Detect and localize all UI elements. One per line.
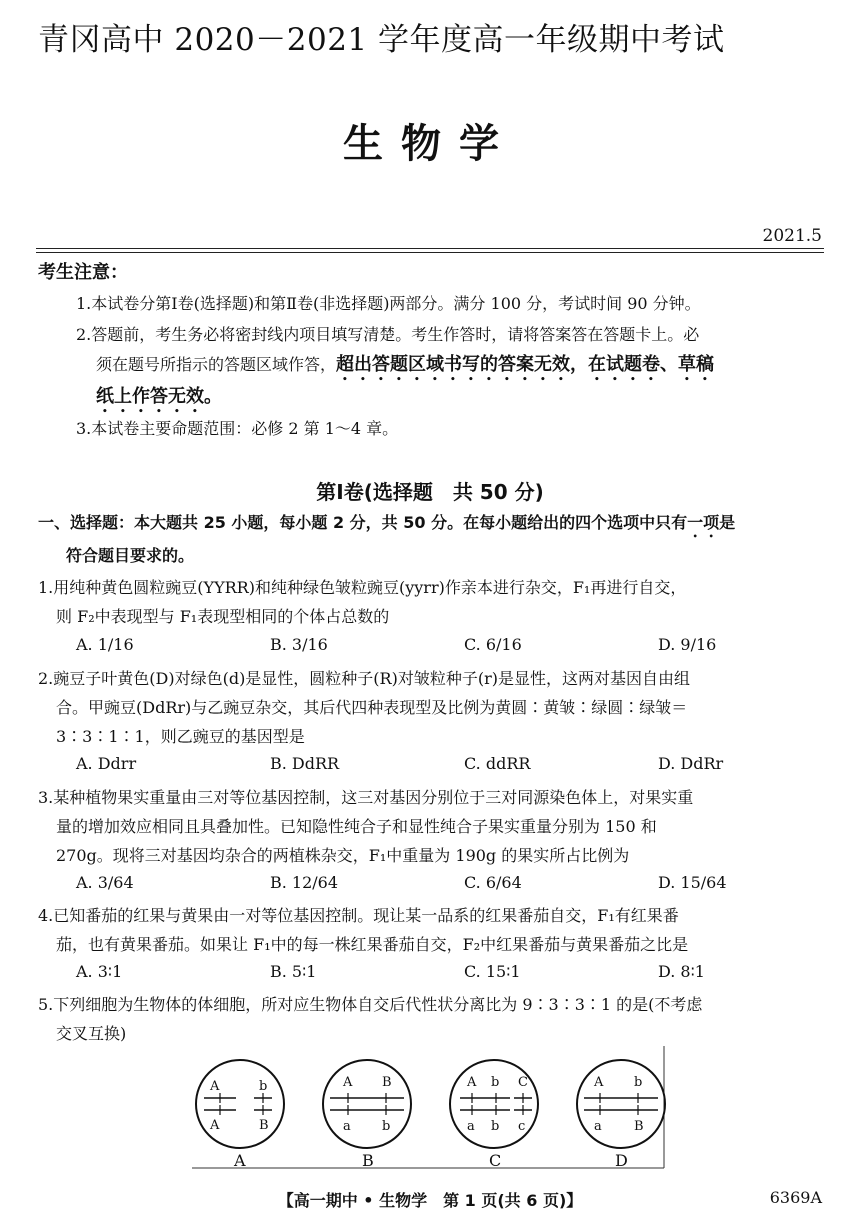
cell-a bbox=[196, 1060, 284, 1148]
question-2-option-b[interactable]: B. DdRR bbox=[270, 754, 340, 773]
cell-c-gene-bottom-2: b bbox=[491, 1119, 500, 1134]
cell-c-gene-top-1: A bbox=[467, 1075, 477, 1090]
section-instructions-line-1 bbox=[38, 510, 735, 541]
notice-emphasis-1: 超出答题区域书写的答案无效 bbox=[336, 354, 571, 375]
question-4-option-d[interactable]: D. 8∶1 bbox=[658, 962, 705, 981]
question-4-line-1: 4.已知番茄的红果与黄果由一对等位基因控制。现让某一品系的红果番茄自交，F₁有红果番 bbox=[38, 906, 679, 925]
cell-d-gene-bottom-2: B bbox=[634, 1119, 644, 1134]
notice-item-3: 3.本试卷主要命题范围：必修 2 第 1～4 章。 bbox=[76, 419, 399, 438]
question-5-line-2: 交叉互换) bbox=[56, 1024, 127, 1043]
header-rule-top bbox=[36, 248, 824, 249]
notice-item-1: 1.本试卷分第Ⅰ卷(选择题)和第Ⅱ卷(非选择题)两部分。满分 100 分，考试时间 90 分钟。 bbox=[76, 294, 701, 313]
question-4-line-2: 茄，也有黄果番茄。如果让 F₁中的每一株红果番茄自交，F₂中红果番茄与黄果番茄之比是 bbox=[56, 935, 689, 954]
cell-c-gene-top-2: b bbox=[491, 1075, 500, 1090]
cell-b-gene-bottom-1: a bbox=[343, 1119, 351, 1134]
exam-date: 2021.5 bbox=[762, 226, 822, 246]
page-footer: 【高一期中 • 生物学 第 1 页(共 6 页)】 bbox=[277, 1191, 583, 1210]
question-2-line-1: 2.豌豆子叶黄色(D)对绿色(d)是显性，圆粒种子(R)对皱粒种子(r)是显性，这两对基因自由组 bbox=[38, 669, 690, 688]
school-exam-title: 青冈高中 2020－2021 学年度高一年级期中考试 bbox=[38, 22, 725, 58]
question-1-option-a[interactable]: A. 1/16 bbox=[76, 635, 134, 654]
question-5-line-1: 5.下列细胞为生物体的体细胞，所对应生物体自交后代性状分离比为 9∶3∶3∶1 的是(不考虑 bbox=[38, 995, 703, 1014]
section-emphasis: 一项 bbox=[687, 513, 720, 532]
notice-emphasis-2: 在试题卷、草稿 bbox=[588, 354, 715, 375]
cell-a-gene-bottom-1: A bbox=[210, 1118, 220, 1133]
cell-d bbox=[577, 1060, 665, 1148]
question-3-option-c[interactable]: C. 6/64 bbox=[464, 873, 522, 892]
question-3-line-2: 量的增加效应相同且具叠加性。已知隐性纯合子和显性纯合子果实重量分别为 150 和 bbox=[56, 817, 657, 836]
cell-d-gene-top-2: b bbox=[634, 1075, 643, 1090]
question-2-line-2: 合。甲豌豆(DdRr)与乙豌豆杂交，其后代四种表现型及比例为黄圆∶黄皱∶绿圆∶绿皱＝ bbox=[56, 698, 688, 717]
question-2-option-d[interactable]: D. DdRr bbox=[658, 754, 724, 773]
cell-c bbox=[450, 1060, 538, 1148]
cell-b-gene-top-1: A bbox=[343, 1075, 353, 1090]
cell-c-gene-bottom-1: a bbox=[467, 1119, 475, 1134]
question-1-line-2: 则 F₂中表现型与 F₁表现型相同的个体占总数的 bbox=[56, 607, 390, 626]
notice-item-2-line-1: 2.答题前，考生务必将密封线内项目填写清楚。考生作答时，请将答案答在答题卡上。必 bbox=[76, 325, 700, 344]
figure-option-b-label[interactable]: B bbox=[362, 1151, 374, 1170]
cell-a-gene-top-1: A bbox=[210, 1079, 220, 1094]
subject-title: 生物学 bbox=[343, 121, 517, 167]
question-3-option-b[interactable]: B. 12/64 bbox=[270, 873, 339, 892]
question-4-option-c[interactable]: C. 15∶1 bbox=[464, 962, 521, 981]
section-text-end: 是 bbox=[719, 513, 736, 532]
section-instructions-line-2: 符合题目要求的。 bbox=[66, 546, 195, 565]
cell-a-gene-bottom-2: B bbox=[259, 1118, 269, 1133]
cell-diagram-figure bbox=[190, 1044, 666, 1174]
notice-item-2-line-3 bbox=[96, 382, 222, 417]
question-4-option-a[interactable]: A. 3∶1 bbox=[76, 962, 123, 981]
paper-code: 6369A bbox=[769, 1188, 822, 1207]
cell-c-gene-top-3: C bbox=[518, 1075, 528, 1090]
question-4-option-b[interactable]: B. 5∶1 bbox=[270, 962, 317, 981]
question-3-option-d[interactable]: D. 15/64 bbox=[658, 873, 727, 892]
notice-item-2-text: 须在题号所指示的答题区域作答， bbox=[96, 355, 337, 374]
notice-period: 。 bbox=[204, 386, 222, 407]
question-3-option-a[interactable]: A. 3/64 bbox=[76, 873, 134, 892]
notice-title: 考生注意： bbox=[38, 262, 128, 283]
cell-c-gene-bottom-3: c bbox=[518, 1119, 526, 1134]
question-3-line-3: 270g。现将三对基因均杂合的两植株杂交，F₁中重量为 190g 的果实所占比例为 bbox=[56, 846, 630, 865]
question-2-line-3: 3∶3∶1∶1，则乙豌豆的基因型是 bbox=[56, 727, 305, 746]
cell-b-gene-top-2: B bbox=[382, 1075, 392, 1090]
figure-option-c-label[interactable]: C bbox=[489, 1151, 502, 1170]
figure-option-a-label[interactable]: A bbox=[234, 1151, 246, 1170]
cell-d-gene-bottom-1: a bbox=[594, 1119, 602, 1134]
header-rule-bottom bbox=[36, 252, 824, 253]
question-3-line-1: 3.某种植物果实重量由三对等位基因控制，这三对基因分别位于三对同源染色体上，对果实重 bbox=[38, 788, 694, 807]
question-1-line-1: 1.用纯种黄色圆粒豌豆(YYRR)和纯种绿色皱粒豌豆(yyrr)作亲本进行杂交，F₁再进行自交， bbox=[38, 578, 687, 597]
cell-d-gene-top-1: A bbox=[594, 1075, 604, 1090]
notice-emphasis-3: 纸上作答无效 bbox=[96, 386, 204, 407]
question-1-option-b[interactable]: B. 3/16 bbox=[270, 635, 328, 654]
cell-b-gene-bottom-2: b bbox=[382, 1119, 391, 1134]
cell-b bbox=[323, 1060, 411, 1148]
section-text: 一、选择题：本大题共 25 小题，每小题 2 分，共 50 分。在每小题给出的四个选项中只有 bbox=[38, 513, 688, 532]
question-1-option-d[interactable]: D. 9/16 bbox=[658, 635, 717, 654]
question-2-option-c[interactable]: C. ddRR bbox=[464, 754, 531, 773]
figure-option-d-label[interactable]: D bbox=[615, 1151, 628, 1170]
part-1-title: 第Ⅰ卷(选择题 共 50 分) bbox=[316, 480, 544, 504]
notice-item-2-line-2 bbox=[96, 350, 714, 385]
cell-a-gene-top-2: b bbox=[259, 1079, 268, 1094]
question-2-option-a[interactable]: A. Ddrr bbox=[76, 754, 137, 773]
notice-comma: ， bbox=[570, 354, 589, 375]
question-1-option-c[interactable]: C. 6/16 bbox=[464, 635, 522, 654]
